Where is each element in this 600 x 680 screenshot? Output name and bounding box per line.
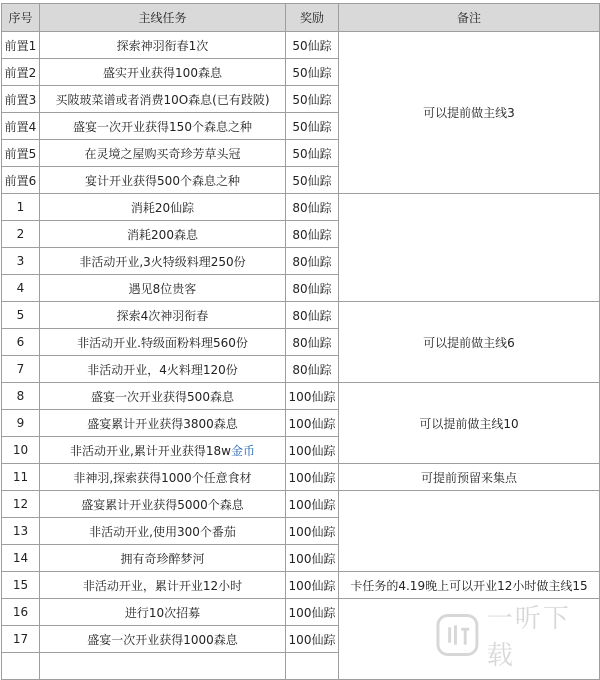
- row-task: 非活动开业,3火特级料理250份: [40, 248, 286, 275]
- row-index: 11: [2, 464, 40, 491]
- row-task: 盛实开业获得100森息: [40, 59, 286, 86]
- row-index: [2, 653, 40, 680]
- row-task: [40, 437, 286, 464]
- row-task: 盛宴一次开业获得150个森息之种: [40, 113, 286, 140]
- row-task: 非活动开业，4火料理120份: [40, 356, 286, 383]
- task-table-container: [1, 3, 599, 680]
- row-note: 可以提前做主线3: [339, 32, 600, 194]
- row-reward: 100仙踪: [286, 626, 339, 653]
- row-reward: 50仙踪: [286, 59, 339, 86]
- row-reward: [286, 653, 339, 680]
- row-task: 拥有奇珍醉梦河: [40, 545, 286, 572]
- row-reward: 80仙踪: [286, 275, 339, 302]
- row-reward: 100仙踪: [286, 383, 339, 410]
- row-index: 5: [2, 302, 40, 329]
- row-task-text: 非活动开业,累计开业获得18w: [70, 443, 231, 458]
- table-row: [2, 464, 600, 491]
- row-note: 可以提前做主线6: [339, 302, 600, 383]
- row-reward: 100仙踪: [286, 410, 339, 437]
- row-reward: 80仙踪: [286, 248, 339, 275]
- row-reward: 50仙踪: [286, 140, 339, 167]
- row-note: 可提前预留来集点: [339, 464, 600, 491]
- row-task: 探索4次神羽衔春: [40, 302, 286, 329]
- task-table: [1, 3, 600, 680]
- header-row: [2, 4, 600, 32]
- row-reward: 50仙踪: [286, 113, 339, 140]
- row-task: 遇见8位贵客: [40, 275, 286, 302]
- row-task: 买陂玻菜谱或者消费10O森息(已有跂陂): [40, 86, 286, 113]
- watermark: [436, 604, 596, 671]
- row-index: 13: [2, 518, 40, 545]
- row-index: 14: [2, 545, 40, 572]
- row-reward: 80仙踪: [286, 356, 339, 383]
- header-note: 备注: [339, 4, 600, 32]
- row-reward: 80仙踪: [286, 194, 339, 221]
- row-index: 8: [2, 383, 40, 410]
- row-note: 可以提前做主线10: [339, 383, 600, 464]
- row-index: 2: [2, 221, 40, 248]
- row-task: 非活动开业，累计开业12小时: [40, 572, 286, 599]
- header-task: 主线任务: [40, 4, 286, 32]
- row-index: 9: [2, 410, 40, 437]
- row-reward: 50仙踪: [286, 86, 339, 113]
- table-row: [2, 572, 600, 599]
- row-index: 16: [2, 599, 40, 626]
- table-row: [2, 32, 600, 59]
- row-reward: 50仙踪: [286, 32, 339, 59]
- table-row: [2, 491, 600, 518]
- row-task: 非神羽,探索获得1000个任意食材: [40, 464, 286, 491]
- row-index: 17: [2, 626, 40, 653]
- row-reward: 100仙踪: [286, 464, 339, 491]
- row-task: 盛宴一次开业获得500森息: [40, 383, 286, 410]
- watermark-text: 一听下载: [486, 604, 571, 671]
- row-reward: 100仙踪: [286, 518, 339, 545]
- table-row: [2, 302, 600, 329]
- row-index: 7: [2, 356, 40, 383]
- row-task: 消耗20仙踪: [40, 194, 286, 221]
- row-index: 3: [2, 248, 40, 275]
- row-reward: 50仙踪: [286, 167, 339, 194]
- row-task: 进行10次招募: [40, 599, 286, 626]
- row-reward: 100仙踪: [286, 599, 339, 626]
- row-index: 6: [2, 329, 40, 356]
- row-index: 4: [2, 275, 40, 302]
- row-note: 卡任务的4.19晚上可以开业12小时做主线15: [339, 572, 600, 599]
- row-index: 前置2: [2, 59, 40, 86]
- row-index: 前置5: [2, 140, 40, 167]
- row-task: 宴计开业获得500个森息之种: [40, 167, 286, 194]
- row-index: 10: [2, 437, 40, 464]
- row-task: 非活动开业,使用300个番茄: [40, 518, 286, 545]
- row-index: 15: [2, 572, 40, 599]
- row-reward: 100仙踪: [286, 437, 339, 464]
- row-reward: 100仙踪: [286, 545, 339, 572]
- gold-coin-link[interactable]: 金币: [230, 443, 255, 458]
- row-reward: 80仙踪: [286, 329, 339, 356]
- row-reward: 100仙踪: [286, 572, 339, 599]
- table-row: [2, 383, 600, 410]
- row-task: [40, 653, 286, 680]
- row-task: 在灵境之屋购买奇珍芳草头冠: [40, 140, 286, 167]
- row-reward: 80仙踪: [286, 221, 339, 248]
- row-task: 消耗200森息: [40, 221, 286, 248]
- row-index: 前置3: [2, 86, 40, 113]
- row-index: 前置1: [2, 32, 40, 59]
- watermark-logo-icon: [436, 613, 479, 657]
- row-index: 前置6: [2, 167, 40, 194]
- row-task: 盛宴累计开业获得3800森息: [40, 410, 286, 437]
- table-row: [2, 194, 600, 221]
- row-note-empty: [339, 194, 600, 302]
- row-task: 盛宴一次开业获得1000森息: [40, 626, 286, 653]
- row-task: 盛宴累计开业获得5000个森息: [40, 491, 286, 518]
- row-task: 探索神羽衔春1次: [40, 32, 286, 59]
- row-note-empty: [339, 491, 600, 572]
- row-task: 非活动开业.特级面粉料理560份: [40, 329, 286, 356]
- row-reward: 100仙踪: [286, 491, 339, 518]
- header-reward: 奖励: [286, 4, 339, 32]
- row-index: 12: [2, 491, 40, 518]
- row-reward: 80仙踪: [286, 302, 339, 329]
- row-index: 1: [2, 194, 40, 221]
- header-index: 序号: [2, 4, 40, 32]
- row-index: 前置4: [2, 113, 40, 140]
